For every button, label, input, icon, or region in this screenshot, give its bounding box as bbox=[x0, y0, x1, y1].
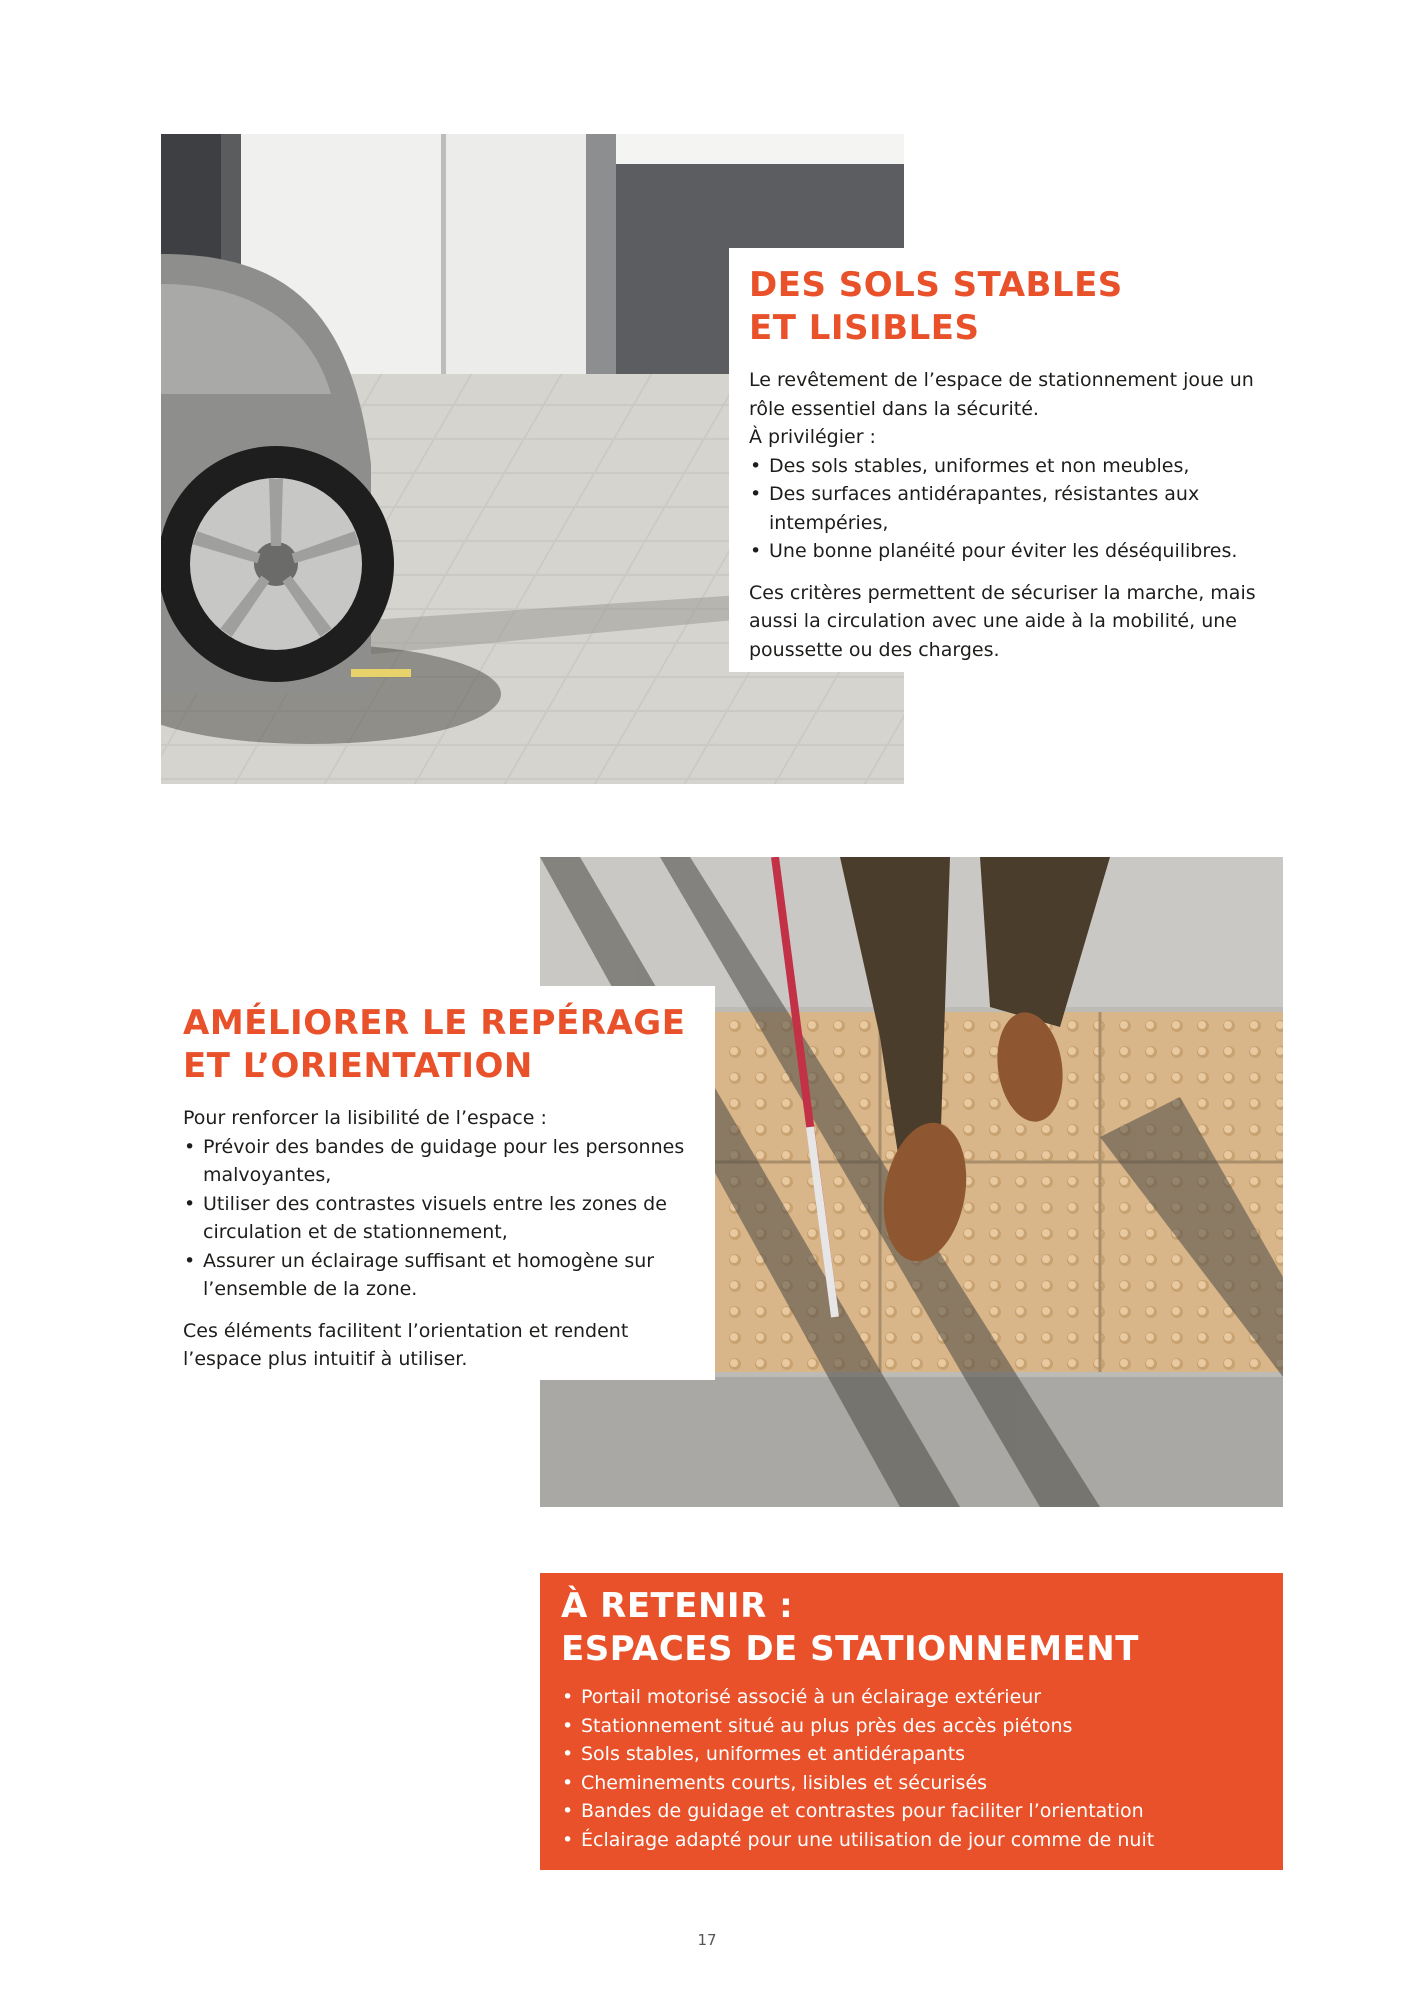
key-points-list bbox=[561, 1683, 1263, 1855]
list-item: • Utiliser des contrastes visuels entre les zones de circulation et de stationnement, bbox=[183, 1190, 695, 1247]
key-points-title-line: ESPACES DE STATIONNEMENT bbox=[561, 1629, 1139, 1669]
section-title-line: DES SOLS STABLES bbox=[749, 265, 1123, 305]
section-title bbox=[749, 264, 1256, 350]
bullet-list bbox=[749, 452, 1256, 566]
list-item: • Bandes de guidage et contrastes pour faciliter l’orientation bbox=[561, 1797, 1263, 1826]
conclusion-paragraph: Ces critères permettent de sécuriser la marche, mais aussi la circulation avec une aide à la mobilité, une poussette ou des charges. bbox=[749, 581, 1256, 661]
list-item: • Stationnement situé au plus près des accès piétons bbox=[561, 1712, 1263, 1741]
intro-paragraph: Pour renforcer la lisibilité de l’espace : bbox=[183, 1107, 547, 1129]
list-item: • Assurer un éclairage suffisant et homogène sur l’ensemble de la zone. bbox=[183, 1247, 695, 1304]
list-item: • Des sols stables, uniformes et non meubles, bbox=[749, 452, 1256, 481]
section-orientation bbox=[161, 986, 715, 1380]
key-points-title-line: À RETENIR : bbox=[561, 1586, 794, 1626]
list-item: • Cheminements courts, lisibles et sécurisés bbox=[561, 1769, 1263, 1798]
list-item: • Des surfaces antidérapantes, résistantes aux intempéries, bbox=[749, 480, 1256, 537]
section-title-line: ET LISIBLES bbox=[749, 308, 980, 348]
list-item: • Prévoir des bandes de guidage pour les personnes malvoyantes, bbox=[183, 1133, 695, 1190]
section-title-line: ET L’ORIENTATION bbox=[183, 1046, 533, 1086]
list-item: • Sols stables, uniformes et antidérapants bbox=[561, 1740, 1263, 1769]
intro-paragraph: Le revêtement de l’espace de stationnement joue un rôle essentiel dans la sécurité. bbox=[749, 369, 1254, 420]
key-points-box bbox=[540, 1573, 1283, 1870]
list-item: • Une bonne planéité pour éviter les déséquilibres. bbox=[749, 537, 1256, 566]
section-title-line: AMÉLIORER LE REPÉRAGE bbox=[183, 1003, 686, 1043]
section-title bbox=[183, 1002, 695, 1088]
conclusion-paragraph: Ces éléments facilitent l’orientation et rendent l’espace plus intuitif à utiliser. bbox=[183, 1319, 629, 1370]
list-item: • Éclairage adapté pour une utilisation de jour comme de nuit bbox=[561, 1826, 1263, 1855]
lead-text: À privilégier : bbox=[749, 426, 876, 448]
list-item: • Portail motorisé associé à un éclairage extérieur bbox=[561, 1683, 1263, 1712]
page-number: 17 bbox=[697, 1931, 717, 1949]
bullet-list bbox=[183, 1133, 695, 1304]
key-points-title bbox=[561, 1585, 1263, 1671]
section-stable-floors bbox=[729, 248, 1276, 672]
